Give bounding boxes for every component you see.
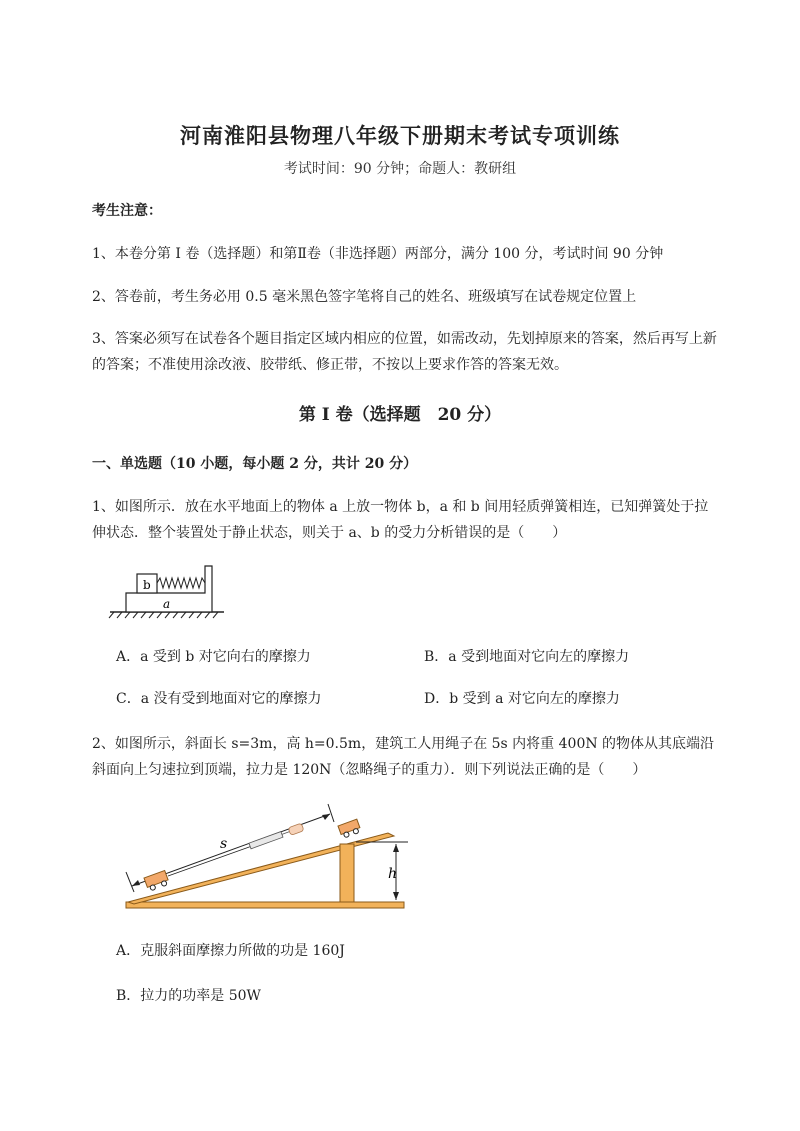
notice-heading: 考生注意： xyxy=(92,203,162,219)
question-2-option-b[interactable]: B．拉力的功率是 50W xyxy=(116,988,261,1004)
figure-label-s: s xyxy=(220,836,228,852)
question-1-option-c[interactable]: C．a 没有受到地面对它的摩擦力 xyxy=(116,691,322,707)
question-2-figure xyxy=(112,800,412,915)
page-subtitle: 考试时间：90 分钟；命题人：教研组 xyxy=(283,161,517,177)
question-1-stem: 1、如图所示．放在水平地面上的物体 a 上放一物体 b，a 和 b 间用轻质弹簧相连，已知弹簧处于拉伸状态．整个装置处于静止状态，则关于 a、b 的受力分析错误的是（ ） xyxy=(92,499,709,541)
notice-item: 2、答卷前，考生务必用 0.5 毫米黑色签字笔将自己的姓名、班级填写在试卷规定位置上 xyxy=(92,289,637,305)
question-1-figure xyxy=(108,560,228,620)
question-2-stem: 2、如图所示，斜面长 s=3m，高 h=0.5m，建筑工人用绳子在 5s 内将重 400N 的物体从其底端沿斜面向上匀速拉到顶端，拉力是 120N（忽略绳子的重力）．则下列说法正确的是（ ） xyxy=(92,736,715,778)
section-title: 第 I 卷（选择题 20 分） xyxy=(298,405,502,425)
notice-item: 1、本卷分第 I 卷（选择题）和第Ⅱ卷（非选择题）两部分，满分 100 分，考试时间 90 分钟 xyxy=(92,246,664,262)
question-2-option-a[interactable]: A．克服斜面摩擦力所做的功是 160J xyxy=(116,943,345,959)
figure-label-h: h xyxy=(388,866,398,882)
figure-label-b: b xyxy=(143,578,151,592)
notice-item: 3、答案必须写在试卷各个题目指定区域内相应的位置，如需改动，先划掉原来的答案，然后再写上新的答案；不准使用涂改液、胶带纸、修正带，不按以上要求作答的答案无效。 xyxy=(92,331,717,373)
part-heading: 一、单选题（10 小题，每小题 2 分，共计 20 分） xyxy=(92,456,418,472)
question-1-option-b[interactable]: B．a 受到地面对它向左的摩擦力 xyxy=(424,649,630,665)
figure-label-a: a xyxy=(163,597,171,611)
question-1-option-a[interactable]: A．a 受到 b 对它向右的摩擦力 xyxy=(116,649,311,665)
question-1-option-d[interactable]: D．b 受到 a 对它向左的摩擦力 xyxy=(424,691,620,707)
page-title: 河南淮阳县物理八年级下册期末考试专项训练 xyxy=(180,123,620,148)
